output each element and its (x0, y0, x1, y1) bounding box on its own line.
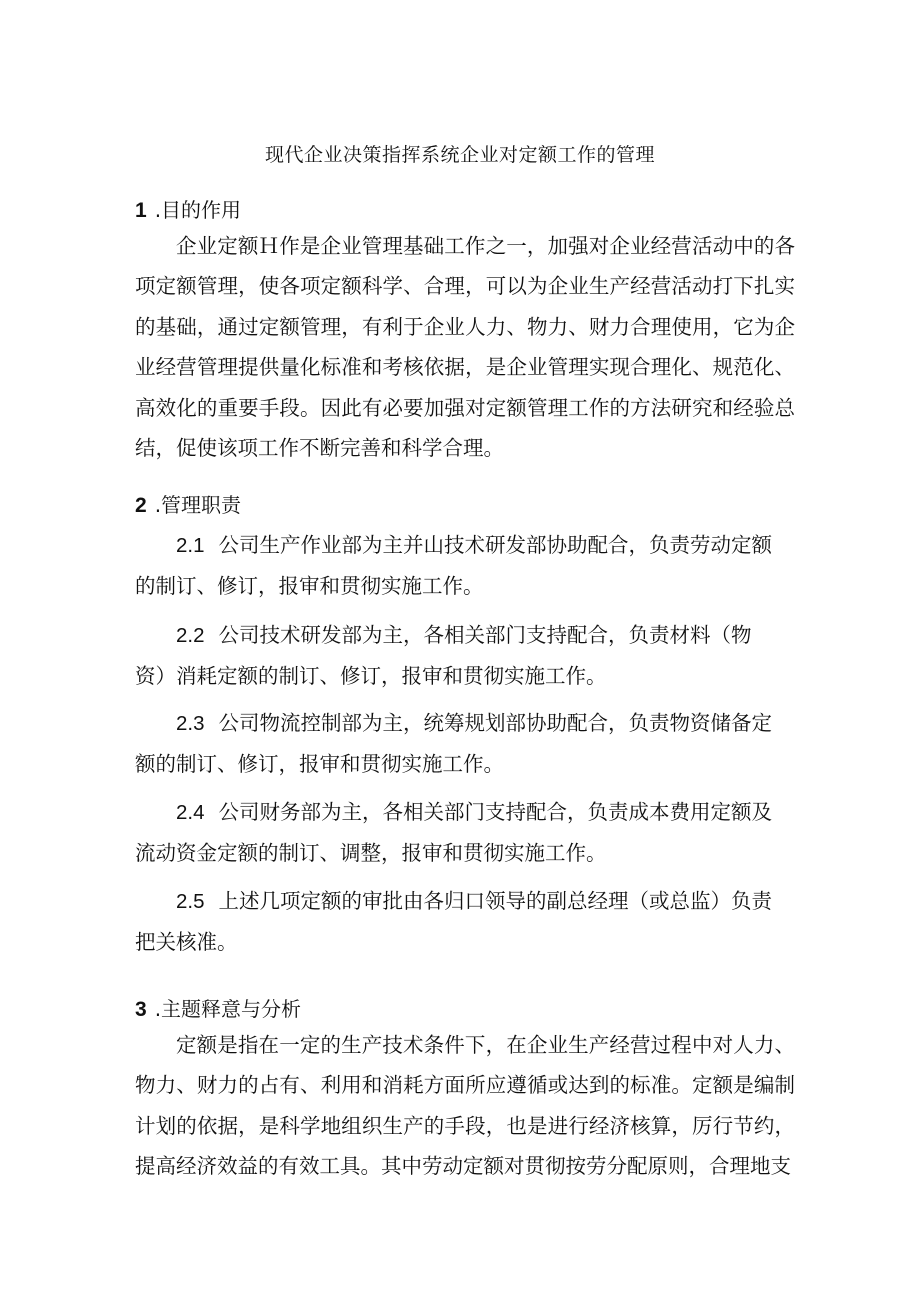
list-item (135, 525, 775, 606)
section-3-paragraph: 定额是指在一定的生产技术条件下，在企业生产经营过程中对人力、物力、财力的占有、利用和消耗方面所应遵循或达到的标准。定额是编制计划的依据，是科学地组织生产的手段，也是进行经济核算，厉行节约，提高经济效益的有效工具。其中劳动定额对贯彻按劳分配原则，合理地支 (135, 1033, 795, 1179)
list-item (135, 881, 775, 962)
item-text: 上述几项定额的审批由各归口领导的副总经理（或总监）负责把关核准。 (135, 889, 772, 954)
item-text: 公司生产作业部为主并山技术研发部协助配合，负责劳动定额的制订、修订，报审和贯彻实施工作。 (135, 533, 772, 598)
section-title: .主题释意与分析 (154, 997, 302, 1021)
section-title: .管理职责 (154, 493, 242, 517)
section-2-heading (135, 490, 241, 521)
item-text: 公司技术研发部为主，各相关部门支持配合，负责材料（物资）消耗定额的制订、修订，报审和贯彻实施工作。 (135, 623, 752, 688)
section-number: 1 (135, 199, 147, 222)
item-number: 2.2 (176, 624, 205, 647)
list-item (135, 703, 775, 784)
list-item (135, 615, 775, 696)
item-text: 公司财务部为主，各相关部门支持配合，负责成本费用定额及流动资金定额的制订、调整，报审和贯彻实施工作。 (135, 800, 772, 865)
document-title: 现代企业决策指挥系统企业对定额工作的管理 (264, 144, 655, 166)
item-number: 2.5 (176, 890, 205, 913)
section-number: 3 (135, 998, 147, 1021)
item-number: 2.1 (176, 534, 205, 557)
section-1-paragraph: 企业定额Ｈ作是企业管理基础工作之一，加强对企业经营活动中的各项定额管理，使各项定额科学、合理，可以为企业生产经营活动打下扎实的基础，通过定额管理，有利于企业人力、物力、财力合理使用，它为企业经营管理提供量化标准和考核依据，是企业管理实现合理化、规范化、高效化的重要手段。因此有必要加强对定额管理工作的方法研究和经验总结，促使该项工作不断完善和科学合理。 (135, 234, 795, 461)
item-text: 公司物流控制部为主，统筹规划部协助配合，负责物资储备定额的制订、修订，报审和贯彻实施工作。 (135, 711, 772, 776)
section-title: .目的作用 (154, 198, 242, 222)
list-item (135, 792, 775, 873)
item-number: 2.4 (176, 801, 205, 824)
item-number: 2.3 (176, 712, 205, 735)
section-number: 2 (135, 494, 147, 517)
section-3-heading (135, 994, 301, 1025)
section-1-heading (135, 195, 241, 226)
